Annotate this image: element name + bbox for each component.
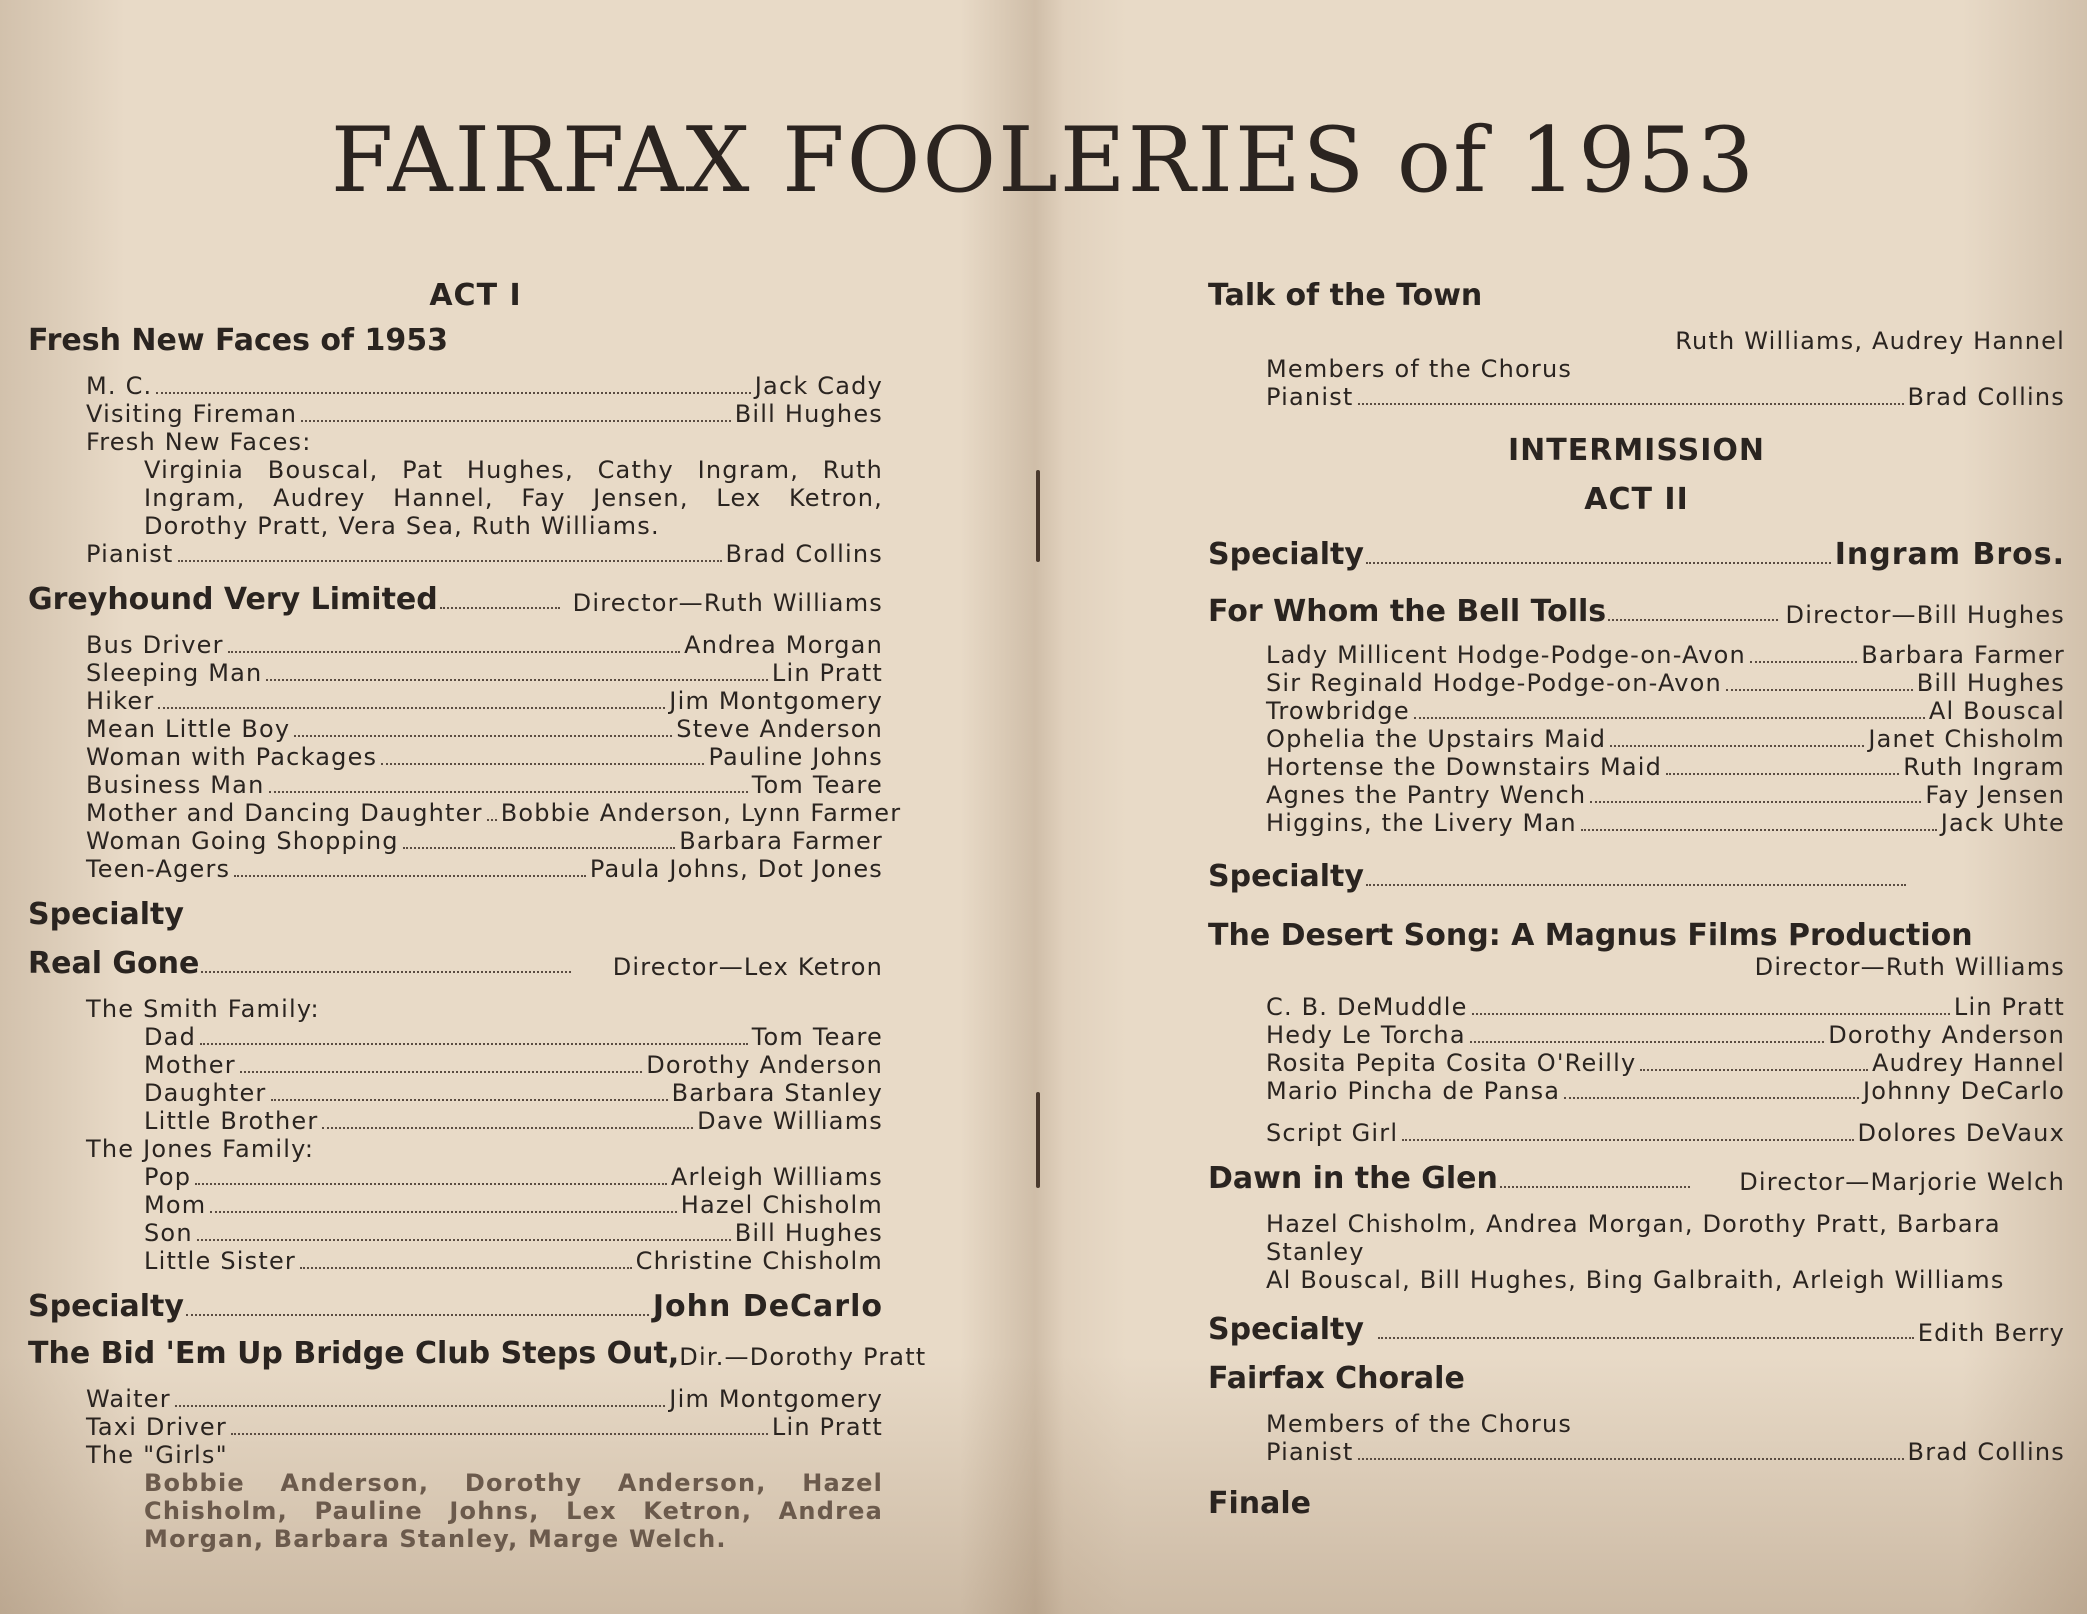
desert-song-section bbox=[1208, 918, 2065, 1147]
bell-tolls-director: Director—Bill Hughes bbox=[1785, 601, 2065, 629]
cast-line: Teen-Agers Paula Johns, Dot Jones bbox=[86, 855, 883, 883]
left-column bbox=[28, 278, 927, 1553]
cast-line: Sleeping Man Lin Pratt bbox=[86, 659, 883, 687]
chorus-label: Members of the Chorus bbox=[1266, 355, 1573, 383]
smith-family-label: The Smith Family: bbox=[86, 995, 320, 1023]
program-title: FAIRFAX FOOLERIES of 1953 bbox=[330, 108, 1757, 213]
cast-line: Ophelia the Upstairs Maid Janet Chisholm bbox=[1266, 725, 2065, 753]
desert-song-title: The Desert Song: A Magnus Films Production bbox=[1208, 918, 1973, 953]
cast-line: Waiter Jim Montgomery bbox=[86, 1385, 883, 1413]
bell-tolls-heading bbox=[1208, 594, 2065, 629]
cast-line: Mother Dorothy Anderson bbox=[144, 1051, 883, 1079]
cast-line: Little Sister Christine Chisholm bbox=[144, 1247, 883, 1275]
cast-line: Taxi Driver Lin Pratt bbox=[86, 1413, 883, 1441]
specialty-heading: Specialty bbox=[28, 897, 184, 932]
staple-bottom bbox=[1036, 1092, 1040, 1188]
specialty-ingram: Specialty Ingram Bros. bbox=[1208, 537, 2065, 572]
jones-family-label: The Jones Family: bbox=[86, 1135, 315, 1163]
bridge-club-director: Dir.—Dorothy Pratt bbox=[679, 1343, 927, 1371]
cast-line: Mario Pincha de Pansa Johnny DeCarlo bbox=[1266, 1077, 2065, 1105]
cast-line: Mean Little Boy Steve Anderson bbox=[86, 715, 883, 743]
dawn-glen-director: Director—Marjorie Welch bbox=[1739, 1168, 2065, 1196]
fresh-faces-section bbox=[28, 323, 883, 568]
right-column bbox=[1208, 278, 2065, 1521]
specialty-berry: Specialty Edith Berry bbox=[1208, 1312, 2065, 1347]
cast-line: Pianist Brad Collins bbox=[1266, 1438, 2065, 1466]
act-one-heading: ACT I bbox=[429, 278, 522, 313]
cast-line: Script Girl Dolores DeVaux bbox=[1266, 1119, 2065, 1147]
cast-line: Son Bill Hughes bbox=[144, 1219, 883, 1247]
real-gone-heading bbox=[28, 946, 883, 981]
bridge-club-title: The Bid 'Em Up Bridge Club Steps Out, bbox=[28, 1336, 680, 1371]
dawn-glen-names: Hazel Chisholm, Andrea Morgan, Dorothy Pratt, Barbara Stanley bbox=[1266, 1210, 2001, 1266]
dawn-glen-title: Dawn in the Glen bbox=[1208, 1161, 1498, 1196]
real-gone-title: Real Gone bbox=[28, 946, 200, 981]
cast-line: M. C. Jack Cady bbox=[86, 372, 883, 400]
cast-line: Hortense the Downstairs Maid Ruth Ingram bbox=[1266, 753, 2065, 781]
cast-line: Trowbridge Al Bouscal bbox=[1266, 697, 2065, 725]
bell-tolls-title: For Whom the Bell Tolls bbox=[1208, 594, 1607, 629]
cast-line: Mom Hazel Chisholm bbox=[144, 1191, 883, 1219]
girls-label: The "Girls" bbox=[86, 1441, 228, 1469]
dawn-glen-section bbox=[1208, 1161, 2065, 1294]
greyhound-section bbox=[28, 582, 902, 883]
finale-heading: Finale bbox=[1208, 1486, 1312, 1521]
bell-tolls-section bbox=[1208, 594, 2065, 837]
cast-line: Agnes the Pantry Wench Fay Jensen bbox=[1266, 781, 2065, 809]
cast-line: Bus Driver Andrea Morgan bbox=[86, 631, 883, 659]
chorale-title: Fairfax Chorale bbox=[1208, 1361, 1465, 1396]
cast-line: C. B. DeMuddle Lin Pratt bbox=[1266, 993, 2065, 1021]
cast-line: Daughter Barbara Stanley bbox=[144, 1079, 883, 1107]
real-gone-director: Director—Lex Ketron bbox=[612, 953, 883, 981]
talk-of-town-title: Talk of the Town bbox=[1208, 278, 1483, 313]
cast-line: Hedy Le Torcha Dorothy Anderson bbox=[1266, 1021, 2065, 1049]
dawn-glen-heading bbox=[1208, 1161, 2065, 1196]
cast-line: Sir Reginald Hodge-Podge-on-Avon Bill Hughes bbox=[1266, 669, 2065, 697]
bridge-club-section bbox=[28, 1336, 927, 1553]
cast-line: Pianist Brad Collins bbox=[1266, 383, 2065, 411]
talk-of-town-section bbox=[1208, 278, 2065, 411]
chorus-label: Members of the Chorus bbox=[1266, 1410, 1573, 1438]
specialty-decarlo: Specialty John DeCarlo bbox=[28, 1289, 883, 1324]
fresh-faces-title: Fresh New Faces of 1953 bbox=[28, 323, 448, 358]
cast-line: Dad Tom Teare bbox=[144, 1023, 883, 1051]
cast-line: Higgins, the Livery Man Jack Uhte bbox=[1266, 809, 2065, 837]
talk-of-town-names: Ruth Williams, Audrey Hannel bbox=[1675, 327, 2065, 355]
greyhound-heading bbox=[28, 582, 883, 617]
desert-song-director: Director—Ruth Williams bbox=[1754, 953, 2065, 981]
cast-line: Rosita Pepita Cosita O'Reilly Audrey Hannel bbox=[1266, 1049, 2065, 1077]
greyhound-director: Director—Ruth Williams bbox=[572, 589, 883, 617]
act-two-heading: ACT II bbox=[1584, 482, 1689, 517]
cast-line: Mother and Dancing Daughter Bobbie Anderson, Lynn Farmer bbox=[86, 799, 902, 827]
cast-line: Woman Going Shopping Barbara Farmer bbox=[86, 827, 883, 855]
greyhound-title: Greyhound Very Limited bbox=[28, 582, 438, 617]
cast-line: Lady Millicent Hodge-Podge-on-Avon Barbara Farmer bbox=[1266, 641, 2065, 669]
real-gone-section bbox=[28, 946, 883, 1275]
chorale-section bbox=[1208, 1361, 2065, 1466]
fresh-faces-names: Virginia Bouscal, Pat Hughes, Cathy Ingram, Ruth Ingram, Audrey Hannel, Fay Jensen, Lex Ketron, Dorothy Pratt, Vera Sea, Ruth Williams. bbox=[144, 456, 883, 540]
cast-line: Business Man Tom Teare bbox=[86, 771, 883, 799]
dawn-glen-names: Al Bouscal, Bill Hughes, Bing Galbraith, Arleigh Williams bbox=[1266, 1266, 2005, 1294]
cast-line: Little Brother Dave Williams bbox=[144, 1107, 883, 1135]
cast-line: Hiker Jim Montgomery bbox=[86, 687, 883, 715]
cast-line: Visiting Fireman Bill Hughes bbox=[86, 400, 883, 428]
fresh-faces-label: Fresh New Faces: bbox=[86, 428, 312, 456]
cast-line: Woman with Packages Pauline Johns bbox=[86, 743, 883, 771]
bridge-club-heading bbox=[28, 1336, 927, 1371]
intermission-heading: INTERMISSION bbox=[1508, 433, 1765, 468]
staple-top bbox=[1036, 470, 1040, 562]
girls-names: Bobbie Anderson, Dorothy Anderson, Hazel Chisholm, Pauline Johns, Lex Ketron, Andrea Morgan, Barbara Stanley, Marge Welch. bbox=[144, 1469, 883, 1553]
specialty-blank: Specialty bbox=[1208, 859, 2065, 894]
cast-line: Pianist Brad Collins bbox=[86, 540, 883, 568]
cast-line: Pop Arleigh Williams bbox=[144, 1163, 883, 1191]
